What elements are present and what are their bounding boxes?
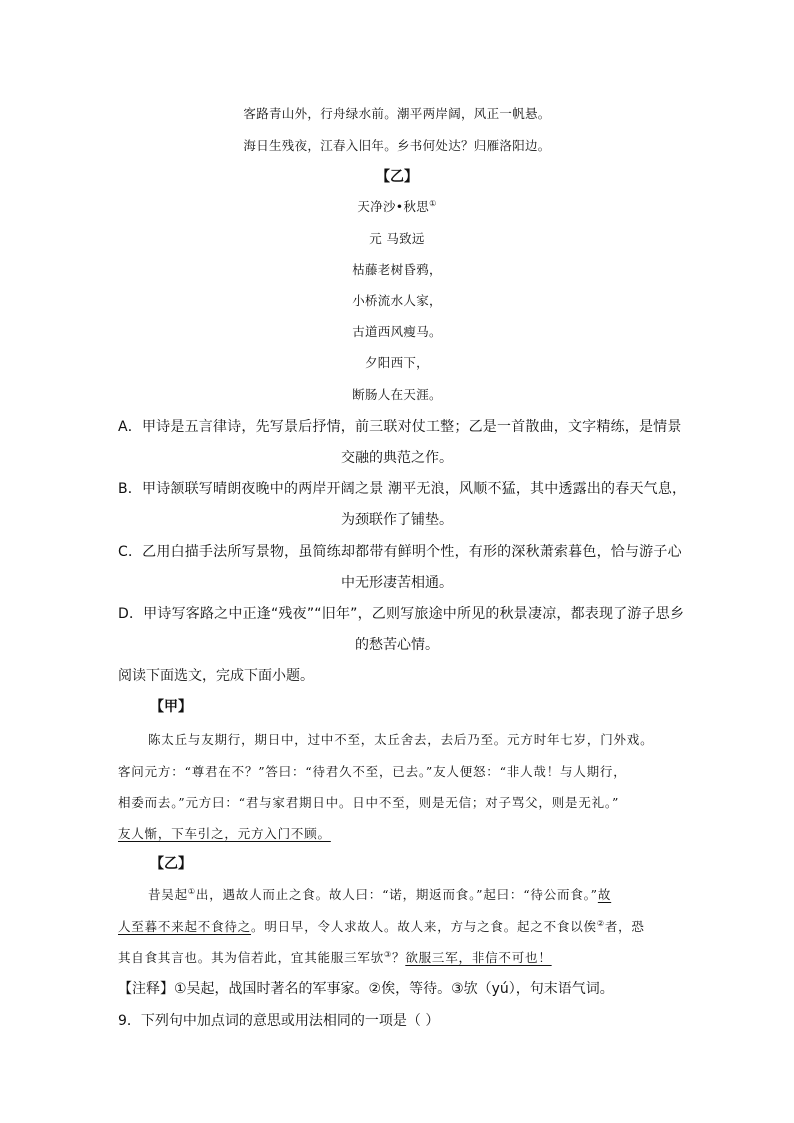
passage-yi-line-2-text-c: 者，恐 [604, 919, 645, 934]
passage-yi-line-3 [118, 948, 678, 966]
poem-yi-line-1: 枯藤老树昏鸦， [352, 262, 442, 277]
option-b: B．甲诗颔联写晴朗夜晚中的两岸开阔之景 潮平无浪，风顺不猛，其中透露出的春天气息， [118, 481, 687, 497]
note-marker-2: ② [596, 918, 605, 928]
passage-yi-label: 【乙】 [150, 856, 192, 872]
question-9: 9．下列句中加点词的意思或用法相同的一项是（ ） [118, 1013, 440, 1029]
underlined-sentence: 人至暮不来起不食待之 [118, 919, 252, 934]
poem-yi-title-note: ① [429, 198, 437, 208]
option-c: C．乙用白描手法所写景物，虽简练却都带有鲜明个性，有形的深秋萧索暮色，恰与游子心 [118, 544, 682, 560]
passage-jia-line-3: 相委而去。”元方曰：“君与家君期日中。日中不至，则是无信；对子骂父，则是无礼。” [118, 795, 620, 810]
reading-intro: 阅读下面选文，完成下面小题。 [118, 668, 314, 684]
passage-yi-line-3-text: 其自食其言也。其为信若此，宜其能服三军欤 [118, 950, 385, 965]
passage-jia-line-4: 友人惭，下车引之，元方入门不顾。 [118, 826, 331, 841]
poem-yi-author: 元 马致远 [369, 231, 425, 246]
poem-jia-line-2: 海日生残夜，江春入旧年。乡书何处达？归雁洛阳边。 [243, 138, 551, 153]
option-d-continued: 的愁苦心情。 [355, 637, 439, 653]
poem-yi-line-5: 断肠人在天涯。 [352, 387, 442, 402]
poem-yi-line-4: 夕阳西下， [364, 355, 429, 370]
note-marker-1: ① [187, 886, 196, 896]
option-d: D．甲诗写客路之中正逢“残夜”“旧年”，乙则写旅途中所见的秋景凄凉，都表现了游子思乡 [118, 606, 685, 622]
poem-jia-line-1: 客路青山外，行舟绿水前。潮平两岸阔，风正一帆悬。 [243, 106, 551, 121]
passage-yi-line-1-text: 昔吴起 [148, 887, 188, 902]
option-a-continued: 交融的典范之作。 [341, 450, 453, 466]
poem-yi-line-3: 古道西风瘦马。 [352, 324, 442, 339]
note-marker-3: ③ [384, 949, 392, 959]
underlined-sentence-start: 故 [597, 887, 612, 902]
underlined-sentence-2: 欲服三军，非信不可也！ [405, 950, 552, 965]
passage-jia-line-1: 陈太丘与友期行，期日中，过中不至，太丘舍去，去后乃至。元方时年七岁，门外戏。 [148, 732, 654, 747]
poem-yi-line-2: 小桥流水人家， [352, 293, 442, 308]
passage-jia-line-2: 客问元方：“尊君在不？”答曰：“待君久不至，已去。”友人便怒：“非人哉！与人期行， [118, 764, 627, 779]
passage-yi-line-1 [148, 885, 688, 903]
passage-yi-line-3-text-b: ？ [392, 950, 406, 965]
passage-yi-line-2 [118, 917, 678, 935]
passage-jia-label: 【甲】 [150, 699, 192, 715]
option-c-continued: 中无形凄苦相通。 [341, 575, 453, 591]
option-a: A．甲诗是五言律诗，先写景后抒情，前三联对仗工整；乙是一首散曲，文字精练，是情景 [118, 419, 682, 435]
poem-yi-title [0, 197, 794, 215]
poem-yi-title-text: 天净沙•秋思 [357, 199, 430, 214]
option-b-continued: 为颈联作了铺垫。 [341, 512, 453, 528]
passage-yi-line-1-text-b: 出，遇故人而止之食。故人曰：“诺，期返而食。”起曰：“待公而食。” [195, 887, 598, 902]
annotation: 【注释】①吴起，战国时著名的军事家。②俟，等待。③欤（yú），句末语气词。 [118, 981, 614, 997]
passage-yi-line-2-text: 。明日早，令人求故人。故人来，方与之食。起之不食以俟 [251, 919, 597, 934]
poem-yi-label: 【乙】 [376, 169, 418, 185]
